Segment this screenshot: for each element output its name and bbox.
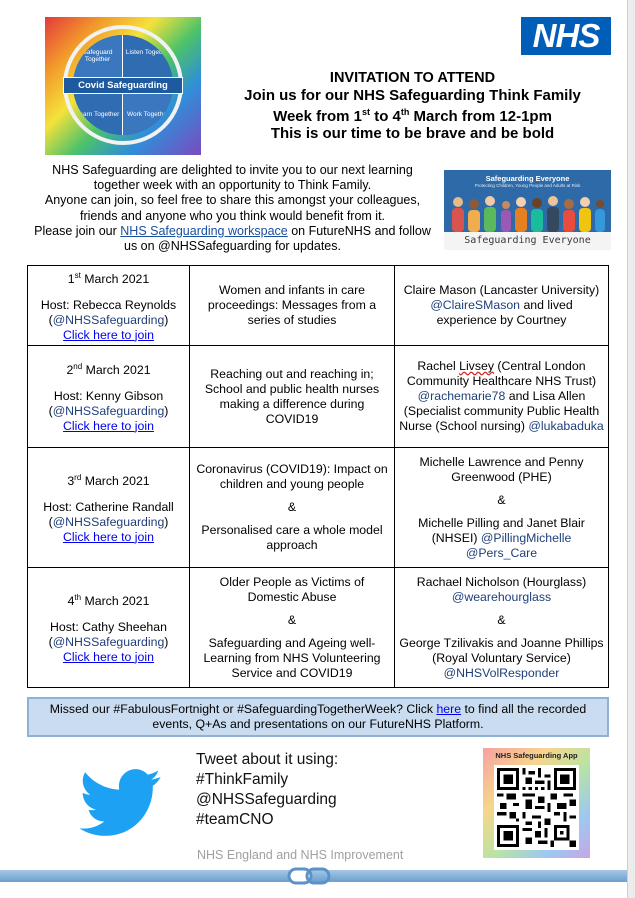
covid-safeguarding-logo [45, 17, 201, 155]
join-link[interactable]: Click here to join [63, 327, 154, 342]
speaker-handle[interactable]: @rachemarie78 [417, 389, 506, 403]
host-handle: @NHSSafeguarding [52, 514, 165, 529]
qr-label: NHS Safeguarding App [495, 751, 578, 760]
ampersand: & [497, 612, 506, 627]
ampersand: & [287, 612, 297, 627]
session-topic: Women and infants in care proceedings: Messages from a series of studies [207, 283, 377, 327]
intro-paragraph-2: Anyone can join, so feel free to share this amongst your colleagues, friends and anyone who you think would benefit from it. [44, 193, 421, 223]
session-speaker-cell: Rachel Livsey (Central London Community Healthcare NHS Trust) @rachemarie78 and Lisa Allen (Specialist community Public Health Nurse (School nursing) @lukabaduka [395, 346, 609, 448]
session-info-cell: 4th March 2021 Host: Cathy Sheehan (@NHSSafeguarding) Click here to join [28, 568, 190, 688]
twitter-bird-icon [80, 768, 162, 838]
session-host: Host: Kenny Gibson [53, 388, 164, 403]
tweet-intro: Tweet about it using: [196, 751, 339, 768]
session-info-cell: 1st March 2021 Host: Rebecca Reynolds (@NHSSafeguarding) Click here to join [28, 266, 190, 346]
se-image-banner: Safeguarding Everyone [444, 232, 611, 250]
session-topic-cell [190, 568, 395, 688]
intro-paragraph-1: NHS Safeguarding are delighted to invite you to our next learning together week with an opportunity to Think Family. [52, 163, 413, 193]
host-handle: @NHSSafeguarding [52, 634, 165, 649]
table-row [28, 448, 609, 568]
host-handle: @NHSSafeguarding [52, 403, 165, 418]
heading-line-4: This is our time to be brave and be bold [270, 125, 555, 142]
session-date: 3rd March 2021 [67, 473, 150, 489]
session-host: Host: Rebecca Reynolds [40, 297, 177, 312]
recorded-events-link[interactable]: here [436, 702, 462, 716]
nhs-logo: NHS [521, 17, 611, 55]
speaker-names: Michelle Lawrence and Penny Greenwood (PHE) [419, 454, 584, 484]
logo-quadrant-learn: Learn Together [73, 85, 123, 135]
speaker-handle[interactable]: @lukabaduka [528, 419, 604, 433]
qr-code-icon [494, 765, 579, 850]
tweet-hashtags [196, 750, 338, 830]
missed-events-banner: Missed our #FabulousFortnight or #SafeguardingTogetherWeek? Click here to find all the recorded events, Q+As and presentations on our FutureNHS Platform. [27, 697, 609, 737]
speaker-handle[interactable]: @wearehourglass [451, 589, 552, 604]
heading-line-1: INVITATION TO ATTEND [329, 70, 496, 86]
session-topic: Personalised care a whole model approach [201, 523, 383, 552]
session-topic: Coronavirus (COVID19): Impact on children and young people [196, 462, 388, 491]
session-info-cell: 2nd March 2021 Host: Kenny Gibson (@NHSSafeguarding) Click here to join [28, 346, 190, 448]
logo-banner: Covid Safeguarding [63, 77, 183, 94]
session-speaker-cell: Claire Mason (Lancaster University) @ClaireSMason and lived experience by Courtney [395, 266, 609, 346]
chain-link-icon [287, 865, 331, 887]
session-date: 1st March 2021 [67, 271, 150, 287]
logo-quadrant-safeguard: Safeguard Together [73, 35, 123, 85]
session-info-cell: 3rd March 2021 Host: Catherine Randall (@NHSSafeguarding) Click here to join [28, 448, 190, 568]
session-topic-cell [190, 266, 395, 346]
heading-line-3: Week from 1st to 4th March from 12-1pm [273, 107, 552, 125]
intro-paragraph-3: Please join our NHS Safeguarding workspace on FutureNHS and follow us on @NHSSafeguarding for updates. [34, 223, 431, 254]
session-topic-cell [190, 448, 395, 568]
session-host: Host: Catherine Randall [43, 499, 174, 514]
session-date: 2nd March 2021 [66, 362, 151, 378]
se-image-title: Safeguarding Everyone [485, 174, 570, 183]
qr-code-card[interactable] [483, 748, 590, 858]
ampersand: & [497, 492, 506, 507]
join-link[interactable]: Click here to join [63, 418, 154, 433]
session-topic: Reaching out and reaching in; School and public health nurses making a difference during COVID19 [204, 366, 380, 426]
table-row [28, 568, 609, 688]
logo-quadrant-work: Work Together [123, 85, 173, 135]
speaker-handle[interactable]: @PillingMichelle [480, 530, 572, 545]
join-link[interactable]: Click here to join [63, 649, 154, 664]
intro-text [30, 163, 435, 254]
session-topic: Safeguarding and Ageing well- Learning from NHS Volunteering Service and COVID19 [203, 635, 381, 680]
handle-nhs-safeguarding: @NHSSafeguarding [196, 791, 337, 808]
hashtag-think-family: #ThinkFamily [196, 771, 289, 788]
invitation-heading [205, 70, 620, 142]
footer-organisation: NHS England and NHS Improvement [197, 848, 404, 862]
session-host: Host: Cathy Sheehan [50, 619, 167, 634]
session-date: 4th March 2021 [67, 593, 150, 609]
speaker-handle[interactable]: @ClaireSMason [430, 298, 521, 312]
table-row [28, 266, 609, 346]
host-handle: @NHSSafeguarding [52, 312, 165, 327]
session-speaker-cell: Rachael Nicholson (Hourglass) @wearehourglass & George Tzilivakis and Joanne Phillips (Royal Voluntary Service) @NHSVolResponder [395, 568, 609, 688]
session-speaker-cell: Michelle Lawrence and Penny Greenwood (PHE) & Michelle Pilling and Janet Blair (NHSEI) @PillingMichelle @Pers_Care [395, 448, 609, 568]
se-image-subtitle: Protecting Children, Young People and Adults at Risk [474, 183, 581, 188]
speaker-handle[interactable]: @NHSVolResponder [443, 665, 560, 680]
schedule-table [27, 265, 609, 688]
session-topic: Older People as Victims of Domestic Abuse [219, 574, 365, 604]
ampersand: & [287, 500, 297, 514]
people-illustration-icon [448, 192, 607, 232]
table-row [28, 346, 609, 448]
safeguarding-everyone-image [444, 170, 611, 250]
workspace-link[interactable]: NHS Safeguarding workspace [120, 223, 288, 238]
hashtag-team-cno: #teamCNO [196, 811, 274, 828]
join-link[interactable]: Click here to join [63, 529, 154, 544]
logo-quadrant-listen: Listen Together [123, 35, 173, 85]
page-edge [627, 0, 635, 898]
speaker-handle[interactable]: @Pers_Care [465, 545, 538, 560]
session-topic-cell [190, 346, 395, 448]
heading-line-2: Join us for our NHS Safeguarding Think Family [244, 87, 581, 104]
